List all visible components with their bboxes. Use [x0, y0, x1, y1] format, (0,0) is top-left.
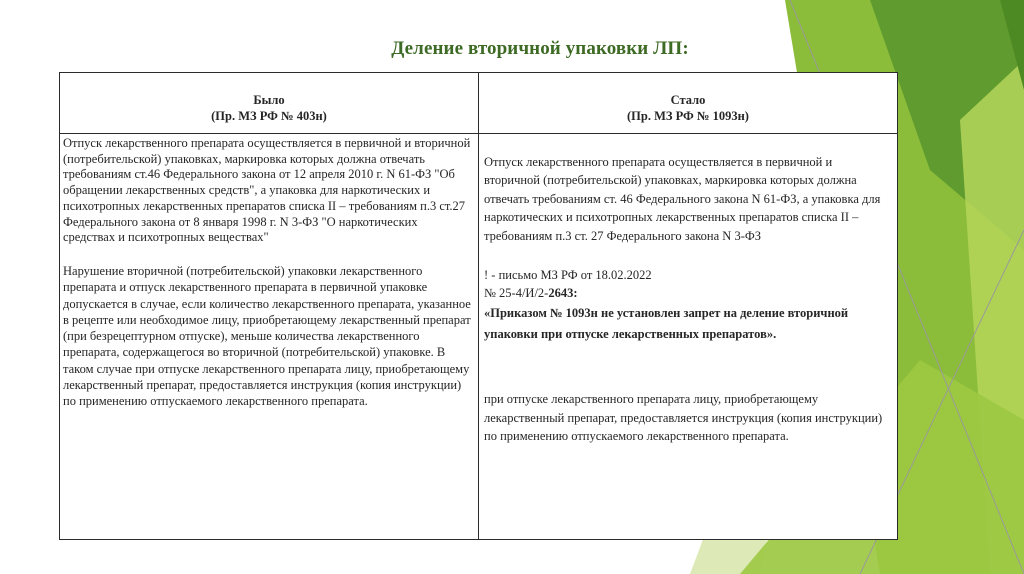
- ministry-letter-reference: [484, 266, 891, 303]
- ministry-letter-quote: «Приказом № 1093н не установлен запрет на деление вторичной упаковки при отпуске лекарственных препаратов».: [484, 305, 849, 341]
- ministry-letter-date: ! - письмо МЗ РФ от 18.02.2022: [484, 268, 652, 283]
- header-was: [60, 73, 479, 134]
- now-text-cell: [479, 134, 898, 540]
- was-text-cell: [60, 134, 479, 540]
- ministry-letter-number: № 25-4/И/2-: [484, 286, 549, 301]
- table-body-row: [60, 134, 898, 540]
- now-paragraph-instruction: при отпуске лекарственного препарата лицу, приобретающему лекарственный препарат, предоставляется инструкция (копия инструкции) по применению отпускаемого лекарственного препарата.: [484, 392, 883, 444]
- table-header-row: [60, 73, 898, 134]
- header-was-title: Было: [253, 93, 285, 107]
- slide-title: Деление вторичной упаковки ЛП:: [391, 38, 689, 59]
- ministry-letter-number-bold: 2643:: [548, 286, 578, 301]
- header-was-order: (Пр. МЗ РФ № 403н): [211, 108, 327, 123]
- was-paragraph-release-rules: Отпуск лекарственного препарата осуществляется в первичной и вторичной (потребительской) упаковках, маркировка которых должна отвечать требованиям ст.46 Федерального закона от 12 апреля 2010 г. N 61-ФЗ "Об обращении лекарственных средств", а упаковка для наркотических и психотропных лекарственных препаратов списка II – требованиям п.3 ст.27 Федерального закона от 8 января 1998 г. N 3-ФЗ "О наркотических средствах и психотропных веществах": [63, 136, 471, 245]
- header-now: [479, 73, 898, 134]
- now-paragraph-release-rules: Отпуск лекарственного препарата осуществляется в первичной и вторичной (потребительской) упаковках, маркировка которых должна отвечать требованиям ст. 46 Федерального закона N 61-ФЗ, а упаковка для наркотических и психотропных лекарственных препаратов списка II – требованиям п.3 ст. 27 Федерального закона N 3-ФЗ: [484, 155, 881, 243]
- was-paragraph-package-violation: Нарушение вторичной (потребительской) упаковки лекарственного препарата и отпуск лекарственного препарата в первичной упаковке допускается в случае, если количество лекарственного препарата, указанное в рецепте или необходимое лицу, приобретающему лекарственный препарат (при безрецептурном отпуске), меньше количества лекарственного препарата, содержащегося во вторичной (потребительской) упаковке. В таком случае при отпуске лекарственного препарата лицу, приобретающему лекарственный препарат, предоставляется инструкция (копия инструкции) по применению отпускаемого лекарственного препарата.: [63, 263, 471, 409]
- header-now-title: Стало: [670, 93, 706, 107]
- header-now-order: (Пр. МЗ РФ № 1093н): [627, 108, 749, 123]
- comparison-table: [59, 72, 898, 540]
